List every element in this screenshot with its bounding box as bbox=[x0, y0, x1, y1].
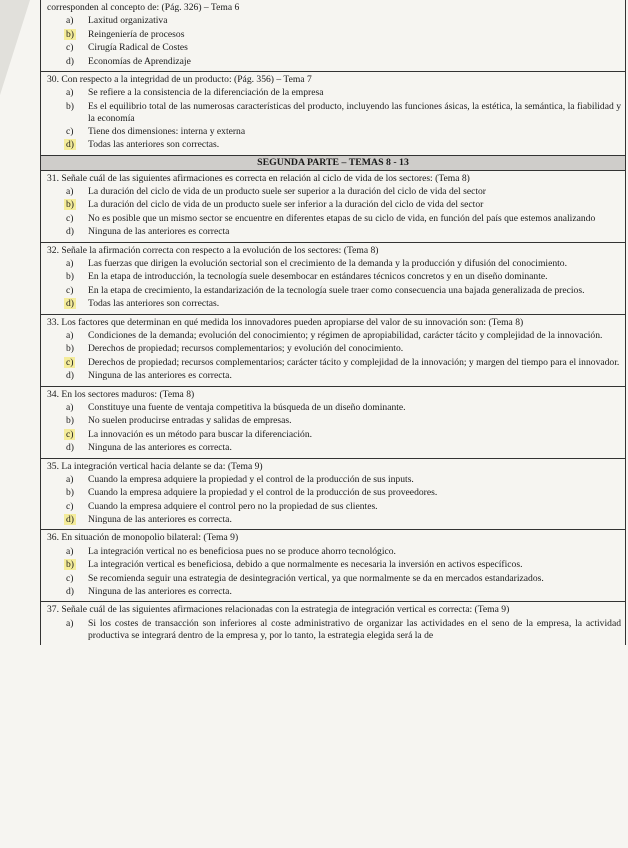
answer-highlight: b) bbox=[66, 28, 74, 40]
option-b: b) Derechos de propiedad; recursos complementarios; y evolución del conocimiento. bbox=[66, 343, 404, 355]
option-a: a) Laxitud organizativa bbox=[66, 15, 168, 27]
option-b: b) La duración del ciclo de vida de un producto suele ser inferior a la duración del ciclo de vida del sector bbox=[66, 199, 484, 211]
option-d: d) Ninguna de las anteriores es correcta. bbox=[66, 514, 232, 526]
question-stem: 34. En los sectores maduros: (Tema 8) bbox=[47, 388, 195, 400]
option-a: a) Se refiere a la consistencia de la diferenciación de la empresa bbox=[66, 87, 324, 99]
question-33 bbox=[41, 315, 625, 387]
question-37 bbox=[41, 602, 625, 645]
question-31 bbox=[41, 171, 625, 243]
option-d: d) Ninguna de las anteriores es correcta. bbox=[66, 586, 232, 598]
question-stem: 31. Señale cuál de las siguientes afirmaciones es correcta en relación al ciclo de vida de los sectores: (Tema 8) bbox=[47, 172, 470, 184]
answer-highlight: d) bbox=[66, 298, 74, 310]
option-c: c) Cuando la empresa adquiere el control pero no la propiedad de sus clientes. bbox=[66, 500, 378, 512]
option-c: c) Tiene dos dimensiones: interna y externa bbox=[66, 125, 246, 137]
question-34 bbox=[41, 387, 625, 459]
answer-highlight: d) bbox=[66, 139, 74, 151]
option-b: b) No suelen producirse entradas y salidas de empresas. bbox=[66, 415, 292, 427]
option-c: c) No es posible que un mismo sector se encuentre en diferentes etapas de su ciclo de vida, en función del país que estemos analizando bbox=[66, 212, 596, 224]
question-stem: 32. Señale la afirmación correcta con respecto a la evolución de los sectores: (Tema 8) bbox=[47, 244, 379, 256]
option-a: a) La duración del ciclo de vida de un producto suele ser superior a la duración del ciclo de vida del sector bbox=[66, 186, 486, 198]
option-c: c) Se recomienda seguir una estrategia de desintegración vertical, ya que normalmente se da en mercados estandarizados. bbox=[66, 572, 544, 584]
option-a: a) Las fuerzas que dirigen la evolución sectorial son el crecimiento de la demanda y la producción y difusión del conocimiento. bbox=[66, 258, 567, 270]
question-stem: 37. Señale cuál de las siguientes afirmaciones relacionadas con la estrategia de integración vertical es correcta: (Tema 9) bbox=[47, 604, 510, 616]
answer-highlight: b) bbox=[66, 559, 74, 571]
question-29 bbox=[41, 0, 625, 72]
option-b: b) Reingeniería de procesos bbox=[66, 28, 185, 40]
question-35 bbox=[41, 459, 625, 531]
option-d: d) Todas las anteriores son correctas. bbox=[66, 298, 220, 310]
option-c: c) Cirugía Radical de Costes bbox=[66, 42, 188, 54]
question-table bbox=[40, 0, 626, 645]
option-d: d) Ninguna de las anteriores es correcta bbox=[66, 226, 230, 238]
option-a: a) Cuando la empresa adquiere la propiedad y el control de la producción de sus inputs. bbox=[66, 473, 414, 485]
question-stem: 30. Con respecto a la integridad de un producto: (Pág. 356) – Tema 7 bbox=[47, 73, 312, 85]
option-a: a) La integración vertical no es beneficiosa pues no se produce ahorro tecnológico. bbox=[66, 545, 396, 557]
option-a: a) Condiciones de la demanda; evolución del conocimiento; y régimen de apropiabilidad, carácter tácito y complejidad de la innovación. bbox=[66, 330, 603, 341]
option-b: b) La integración vertical es beneficiosa, debido a que normalmente es necesaria la inversión en activos específicos. bbox=[66, 559, 523, 571]
option-b: b) Cuando la empresa adquiere la propiedad y el control de la producción de sus proveedores. bbox=[66, 487, 438, 499]
option-d: d) Economías de Aprendizaje bbox=[66, 55, 191, 67]
option-a: a) Si los costes de transacción son inferiores al coste administrativo de organizar las actividades en el seno de la empresa, la actividad productiva se integrará dentro de la empresa y, por lo tanto, la estrategia elegida será la de bbox=[66, 617, 621, 641]
option-d: d) Ninguna de las anteriores es correcta. bbox=[66, 370, 232, 382]
option-d: d) Ninguna de las anteriores es correcta. bbox=[66, 442, 232, 454]
answer-highlight: b) bbox=[66, 199, 74, 211]
question-stem: 36. En situación de monopolio bilateral: (Tema 9) bbox=[47, 532, 239, 544]
section-header: SEGUNDA PARTE – TEMAS 8 - 13 bbox=[41, 156, 625, 171]
question-30 bbox=[41, 72, 625, 156]
option-b: b) En la etapa de introducción, la tecnología suele desembocar en estándares técnicos concretos y en un diseño dominante. bbox=[66, 271, 548, 283]
question-stem: 33. Los factores que determinan en qué medida los innovadores pueden apropiarse del valor de su innovación son: (Tema 8) bbox=[47, 316, 524, 328]
page-fold-shadow bbox=[0, 0, 30, 95]
question-32 bbox=[41, 243, 625, 315]
option-c: c) Derechos de propiedad; recursos complementarios; carácter tácito y complejidad de la innovación; y margen del tiempo para el innovador. bbox=[66, 356, 620, 368]
question-stem: 35. La integración vertical hacia delante se da: (Tema 9) bbox=[47, 460, 263, 472]
answer-highlight: d) bbox=[66, 514, 74, 526]
answer-highlight: c) bbox=[66, 356, 74, 368]
question-stem: corresponden al concepto de: (Pág. 326) – Tema 6 bbox=[47, 2, 240, 13]
option-b: b) Es el equilibrio total de las numerosas características del producto, incluyendo las funciones ásicas, la estética, la semántica, la fiabilidad y la economía bbox=[66, 100, 621, 124]
option-a: a) Constituye una fuente de ventaja competitiva la búsqueda de un diseño dominante. bbox=[66, 401, 406, 413]
option-c: c) En la etapa de crecimiento, la estandarización de la tecnología suele traer como consecuencia una bajada generalizada de precios. bbox=[66, 284, 585, 296]
option-d: d) Todas las anteriores son correctas. bbox=[66, 139, 220, 151]
answer-highlight: c) bbox=[66, 428, 74, 440]
option-c: c) La innovación es un método para buscar la diferenciación. bbox=[66, 428, 313, 440]
question-36 bbox=[41, 530, 625, 602]
